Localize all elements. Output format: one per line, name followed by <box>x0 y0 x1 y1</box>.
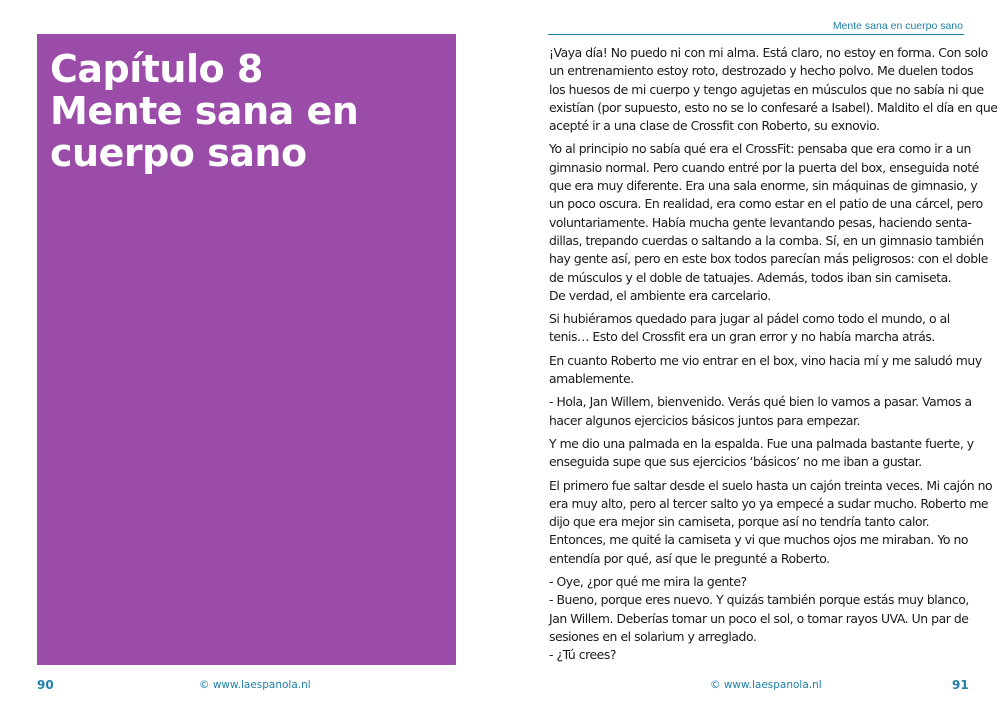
text-line: Entonces, me quité la camiseta y vi que muchos ojos me miraban. Yo no <box>549 532 968 548</box>
chapter-title-block <box>37 34 456 665</box>
chapter-title <box>50 48 446 174</box>
text-line: Si hubiéramos quedado para jugar al pádel como todo el mundo, o al <box>549 311 950 327</box>
text-line: Yo al principio no sabía qué era el CrossFit: pensaba que era como ir a un <box>549 141 971 157</box>
chapter-body-text <box>549 44 998 670</box>
text-line: de músculos y el doble de tatuajes. Además, todos iban sin camiseta. <box>549 269 952 285</box>
text-line: un entrenamiento estoy roto, destrozado y hecho polvo. Me duelen todos <box>549 63 974 79</box>
text-line: El primero fue saltar desde el suelo hasta un cajón treinta veces. Mi cajón no <box>549 477 993 493</box>
text-line: - Bueno, porque eres nuevo. Y quizás también porque estás muy blanco, <box>549 592 969 608</box>
text-line: tenis… Esto del Crossfit era un gran error y no había marcha atrás. <box>549 329 935 345</box>
paragraph <box>549 393 973 430</box>
text-line: amablemente. <box>549 371 634 387</box>
text-line: dijo que era mejor sin camiseta, porque así no tendría tanto calor. <box>549 514 930 530</box>
paragraph <box>549 573 973 664</box>
text-line: - ¿Tú crees? <box>549 647 616 663</box>
text-line: que era muy diferente. Era una sala enorme, sin máquinas de gimnasio, y <box>549 178 978 194</box>
text-line: Y me dio una palmada en la espalda. Fue una palmada bastante fuerte, y <box>549 435 974 451</box>
text-line: dillas, trepando cuerdas o saltando a la comba. Sí, en un gimnasio también <box>549 232 984 248</box>
text-line: En cuanto Roberto me vio entrar en el box, vino hacia mí y me saludó muy <box>549 352 982 368</box>
text-line: existían (por supuesto, esto no se lo confesaré a Isabel). Maldito el día en que <box>549 99 998 115</box>
text-line: gimnasio normal. Pero cuando entré por la puerta del box, enseguida noté <box>549 159 979 175</box>
chapter-title-line: cuerpo sano <box>50 131 307 175</box>
paragraph <box>549 477 993 568</box>
text-line: los huesos de mi cuerpo y tengo agujetas en músculos que no sabía ni que <box>549 81 984 97</box>
text-line: - Oye, ¿por qué me mira la gente? <box>549 574 747 590</box>
paragraph <box>549 140 988 305</box>
paragraph <box>549 310 973 347</box>
text-line: entendía por qué, así que le pregunté a Roberto. <box>549 550 830 566</box>
text-line: ¡Vaya día! No puedo ni con mi alma. Está claro, no estoy en forma. Con solo <box>549 45 988 60</box>
website-link-right[interactable]: © www.laespanola.nl <box>710 679 822 691</box>
text-line: sesiones en el solarium y arreglado. <box>549 628 757 644</box>
text-line: hacer algunos ejercicios básicos juntos para empezar. <box>549 412 861 428</box>
paragraph <box>549 352 982 389</box>
text-line: hay gente así, pero en este box todos parecían más peligrosos: con el doble <box>549 251 988 267</box>
text-line: - Hola, Jan Willem, bienvenido. Verás qué bien lo vamos a pasar. Vamos a <box>549 394 972 410</box>
text-line: un poco oscura. En realidad, era como estar en el patio de una cárcel, pero <box>549 196 983 212</box>
text-line: acepté ir a una clase de Crossfit con Roberto, su exnovio. <box>549 118 880 134</box>
text-line: De verdad, el ambiente era carcelario. <box>549 287 771 303</box>
page-number-right: 91 <box>952 678 969 692</box>
running-head: Mente sana en cuerpo sano <box>832 20 963 32</box>
website-link-left[interactable]: © www.laespanola.nl <box>199 679 311 691</box>
text-line: enseguida supe que sus ejercicios ‘básicos’ no me iban a gustar. <box>549 454 922 470</box>
text-line: Jan Willem. Deberías tomar un poco el sol, o tomar rayos UVA. Un par de <box>549 610 969 626</box>
paragraph <box>549 44 998 135</box>
chapter-title-line: Mente sana en <box>50 89 359 133</box>
running-head-rule <box>548 34 964 35</box>
right-page <box>500 0 1000 707</box>
page-number-left: 90 <box>37 678 54 692</box>
chapter-title-line: Capítulo 8 <box>50 47 263 91</box>
text-line: era muy alto, pero al tercer salto yo ya empecé a sudar mucho. Roberto me <box>549 495 989 511</box>
paragraph <box>549 435 973 472</box>
text-line: voluntariamente. Había mucha gente levantando pesas, haciendo senta- <box>549 214 972 230</box>
